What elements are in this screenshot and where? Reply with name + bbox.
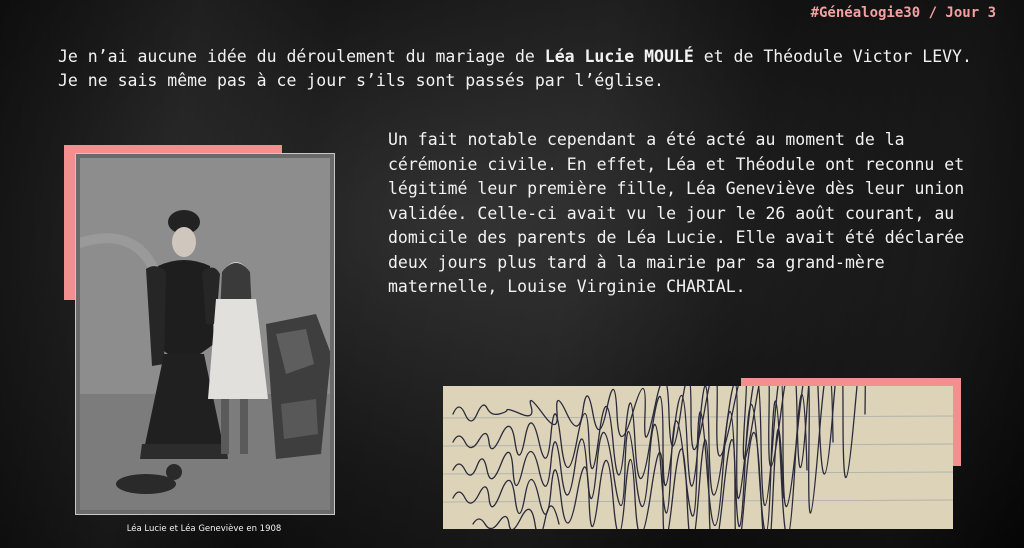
civil-record-excerpt: [443, 386, 953, 529]
intro-paragraph: [58, 45, 988, 93]
family-photo: [75, 153, 335, 515]
handwritten-record-image: [443, 386, 953, 529]
intro-text-before: Je n’ai aucune idée du déroulement du mariage de: [58, 47, 545, 66]
family-photo-image: [76, 154, 334, 514]
bride-name: Léa Lucie MOULÉ: [544, 47, 694, 66]
photo-caption: Léa Lucie et Léa Geneviève en 1908: [126, 524, 282, 534]
hashtag-title: #Généalogie30 / Jour 3: [810, 5, 996, 21]
story-paragraph: Un fait notable cependant a été acté au moment de la cérémonie civile. En effet, Léa et Théodule ont reconnu et légitimé leur première fille, Léa Geneviève dès leur union validée. Celle-ci avait vu le jour le 26 août courant, au domicile des parents de Léa Lucie. Elle avait été déclarée deux jours plus tard à la mairie par sa grand-mère maternelle, Louise Virginie CHARIAL.: [388, 130, 965, 296]
intro-text-after: et de Théodule Victor LEVY. Je ne sais même pas à ce jour s’ils sont passés par l’église.: [58, 47, 972, 90]
